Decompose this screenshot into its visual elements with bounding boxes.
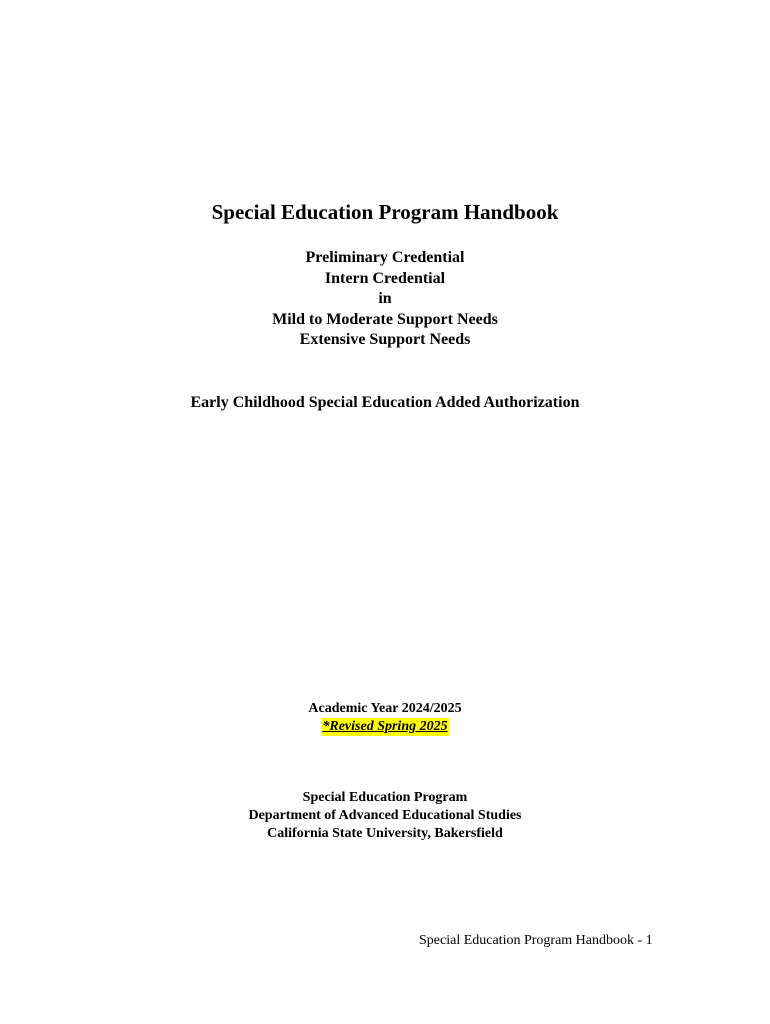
credential-line: Extensive Support Needs xyxy=(299,331,471,348)
credential-line: Preliminary Credential xyxy=(305,249,465,266)
credential-line: Mild to Moderate Support Needs xyxy=(272,310,498,328)
credential-line: in xyxy=(378,290,392,307)
program-name: Special Education Program xyxy=(302,790,468,805)
institution-block xyxy=(0,789,770,843)
academic-year-block xyxy=(0,700,770,736)
credential-line: Intern Credential xyxy=(324,269,446,287)
handbook-title: Special Education Program Handbook xyxy=(211,200,559,224)
department-name: Department of Advanced Educational Studies xyxy=(248,808,522,823)
credential-list xyxy=(0,248,770,351)
added-authorization: Early Childhood Special Education Added Authorization xyxy=(190,394,580,411)
page-footer: Special Education Program Handbook - 1 xyxy=(419,933,653,948)
revised-note: *Revised Spring 2025 xyxy=(322,719,448,734)
academic-year: Academic Year 2024/2025 xyxy=(308,701,462,716)
university-name: California State University, Bakersfield xyxy=(267,826,503,841)
